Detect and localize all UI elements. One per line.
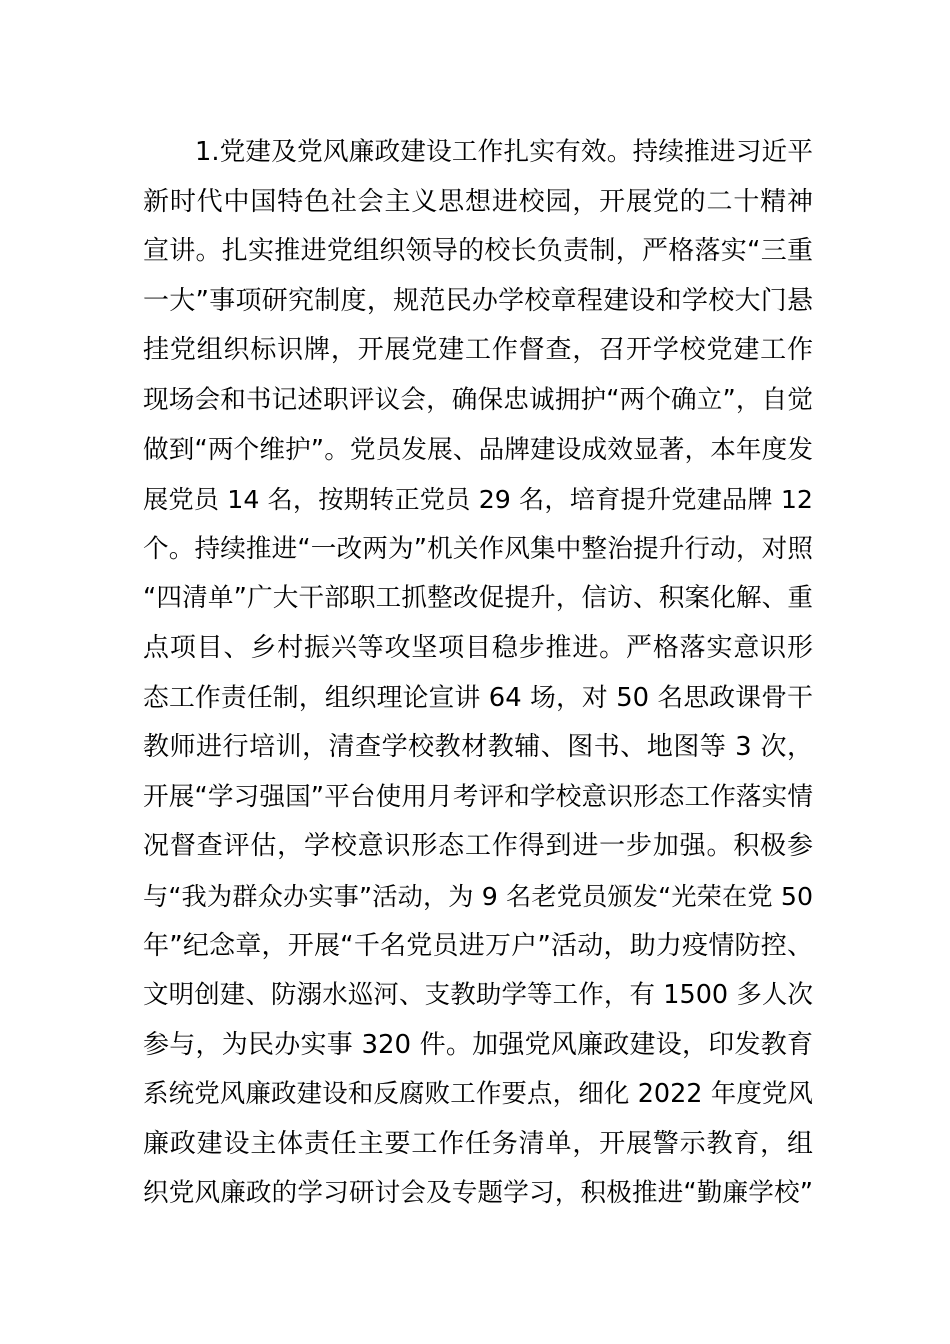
paragraph-line: 1.党建及党风廉政建设工作扎实有效。持续推进习近平 bbox=[195, 137, 813, 167]
paragraph-line: 年”纪念章，开展“千名党员进万户”活动，助力疫情防控、 bbox=[143, 930, 813, 961]
paragraph-line: “四清单”广大干部职工抓整改促提升，信访、积案化解、重 bbox=[143, 583, 813, 614]
paragraph-line: 况督查评估，学校意识形态工作得到进一步加强。积极参 bbox=[143, 831, 813, 862]
paragraph-line: 一大”事项研究制度，规范民办学校章程建设和学校大门悬 bbox=[143, 285, 813, 316]
paragraph-line: 个。持续推进“一改两为”机关作风集中整治提升行动，对照 bbox=[143, 533, 813, 564]
paragraph-line: 文明创建、防溺水巡河、支教助学等工作，有 1500 多人次 bbox=[143, 980, 813, 1011]
paragraph-line: 系统党风廉政建设和反腐败工作要点，细化 2022 年度党风 bbox=[143, 1079, 813, 1110]
paragraph-line: 开展“学习强国”平台使用月考评和学校意识形态工作落实情 bbox=[143, 781, 813, 812]
paragraph-line: 现场会和书记述职评议会，确保忠诚拥护“两个确立”，自觉 bbox=[143, 384, 813, 415]
paragraph-line: 做到“两个维护”。党员发展、品牌建设成效显著，本年度发 bbox=[143, 434, 813, 465]
paragraph-line: 廉政建设主体责任主要工作任务清单，开展警示教育，组 bbox=[143, 1128, 813, 1159]
paragraph-line: 挂党组织标识牌，开展党建工作督查，召开学校党建工作 bbox=[143, 335, 813, 366]
paragraph-line: 参与，为民办实事 320 件。加强党风廉政建设，印发教育 bbox=[143, 1029, 813, 1060]
paragraph-line: 新时代中国特色社会主义思想进校园，开展党的二十精神 bbox=[143, 186, 813, 217]
paragraph-line: 点项目、乡村振兴等攻坚项目稳步推进。严格落实意识形 bbox=[143, 632, 813, 663]
paragraph-line: 宣讲。扎实推进党组织领导的校长负责制，严格落实“三重 bbox=[143, 236, 813, 267]
paragraph-line: 教师进行培训，清查学校教材教辅、图书、地图等 3 次， bbox=[143, 732, 813, 763]
paragraph-line: 态工作责任制，组织理论宣讲 64 场，对 50 名思政课骨干 bbox=[143, 682, 813, 713]
paragraph-line: 织党风廉政的学习研讨会及专题学习，积极推进“勤廉学校” bbox=[143, 1178, 813, 1209]
paragraph-line: 与“我为群众办实事”活动，为 9 名老党员颁发“光荣在党 50 bbox=[143, 881, 813, 911]
paragraph-line: 展党员 14 名，按期转正党员 29 名，培育提升党建品牌 12 bbox=[143, 485, 813, 515]
body-paragraph bbox=[143, 128, 813, 1219]
